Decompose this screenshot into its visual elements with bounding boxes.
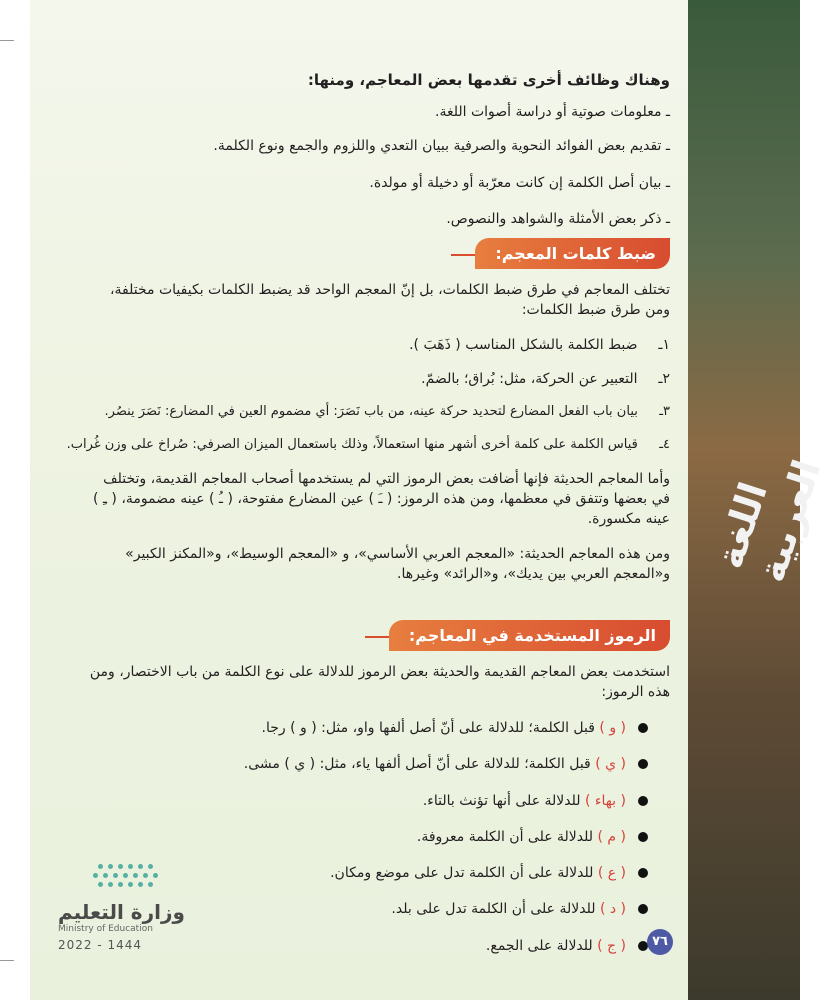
paragraph: ومن طرق ضبط الكلمات: [521, 302, 670, 319]
list-item [70, 718, 650, 738]
paragraph: هذه الرموز: [601, 684, 670, 701]
list-item [70, 754, 650, 774]
paragraph: استخدمت بعض المعاجم القديمة والحديثة بعض الرموز للدلالة على نوع الكلمة من باب الاختصار، ومن [89, 664, 670, 680]
item-text: ضبط الكلمة بالشكل المناسب ( ذَهَبَ ). [409, 336, 638, 353]
item-text: للدلالة على أن الكلمة تدل على بلد. [391, 901, 596, 918]
symbol: ( م ) [597, 828, 626, 845]
ministry-name-arabic: وزارة التعليم [58, 900, 185, 924]
list-item: ـ ذكر بعض الأمثلة والشواهد والنصوص. [446, 210, 670, 227]
sidebar-label: اللغة العربية [707, 454, 829, 588]
list-item [70, 791, 650, 811]
list-item [50, 403, 670, 422]
list-item: ـ بيان أصل الكلمة إن كانت معرّبة أو دخيلة أو مولدة. [369, 174, 670, 191]
list-item: ـ تقديم بعض الفوائد النحوية والصرفية ببيان التعدي واللزوم والجمع ونوع الكلمة. [213, 138, 670, 155]
edition-year: 2022 - 1444 [58, 938, 143, 952]
list-item [50, 335, 670, 355]
paragraph: في بعضها وتتفق في معظمها، ومن هذه الرموز: ( ـَ ) عين المضارع مفتوحة، ( ـُ ) عينه مضمومة، ( ـِ ) [92, 491, 670, 508]
item-number: ٣ـ [659, 404, 670, 420]
list-item [70, 936, 650, 956]
item-text: للدلالة على أنها تؤنث بالتاء. [422, 792, 581, 809]
item-text: بيان باب الفعل المضارع لتحديد حركة عينه، من باب نَصَرَ: أي مضموم العين في المضارع: نَصَرَ ينصُر. [104, 404, 638, 420]
item-text: للدلالة على أن الكلمة تدل على موضع ومكان. [330, 865, 594, 882]
item-number: ١ـ [658, 336, 670, 353]
symbol: ( د ) [599, 901, 626, 918]
section-heading-diacritics: ضبط كلمات المعجم: [475, 238, 670, 269]
symbol: ( بهاء ) [584, 792, 626, 809]
symbol: ( و ) [599, 720, 626, 736]
symbol: ( ع ) [597, 865, 626, 882]
section1-body [50, 280, 670, 584]
intro-list [50, 102, 670, 243]
paragraph: ومن هذه المعاجم الحديثة: «المعجم العربي الأساسي»، و «المعجم الوسيط»، و«المكنز الكبير» [125, 545, 670, 562]
item-text: قياس الكلمة على كلمة أخرى أشهر منها استعمالاً، وذلك باستعمال الميزان الصرفي: صُراخ على وزن غُراب. [66, 437, 638, 453]
item-text: قبل الكلمة؛ للدلالة على أنّ أصل ألفها واو، مثل: ( و ) رجا. [261, 720, 595, 736]
symbols-list [70, 718, 650, 972]
item-number: ٢ـ [658, 370, 670, 387]
section2-body [50, 662, 670, 717]
list-item [70, 827, 650, 847]
intro-block [50, 70, 670, 106]
symbol: ( ج ) [597, 937, 626, 954]
item-number: ٤ـ [659, 437, 670, 453]
paragraph: وأما المعاجم الحديثة فإنها أضافت بعض الرموز التي لم يستخدمها أصحاب المعاجم القديمة، وتختلف [103, 470, 670, 487]
paragraph: و«المعجم العربي بين يديك»، و«الرائد» وغيرها. [397, 566, 670, 583]
section-heading-symbols: الرموز المستخدمة في المعاجم: [389, 620, 670, 651]
list-item [50, 369, 670, 389]
item-text: للدلالة على الجمع. [485, 937, 593, 954]
ministry-name-english: Ministry of Education [58, 924, 153, 934]
item-text: التعبير عن الحركة، مثل: بُراق؛ بالضمّ. [421, 370, 638, 387]
ministry-logo-icon [58, 860, 168, 890]
paragraph: تختلف المعاجم في طرق ضبط الكلمات، بل إنّ المعجم الواحد قد يضبط الكلمات بكيفيات مختلفة، [110, 282, 670, 298]
intro-title: وهناك وظائف أخرى تقدمها بعض المعاجم، ومنها: [307, 71, 670, 89]
list-item [50, 436, 670, 455]
list-item: ـ معلومات صوتية أو دراسة أصوات اللغة. [435, 104, 670, 120]
symbol: ( ي ) [595, 756, 626, 773]
paragraph: عينه مكسورة. [587, 511, 670, 528]
page-number-badge: ٧٦ [647, 929, 673, 955]
item-text: للدلالة على أن الكلمة معروفة. [416, 828, 594, 845]
item-text: قبل الكلمة؛ للدلالة على أنّ أصل ألفها ياء، مثل: ( ي ) مشى. [243, 756, 591, 773]
